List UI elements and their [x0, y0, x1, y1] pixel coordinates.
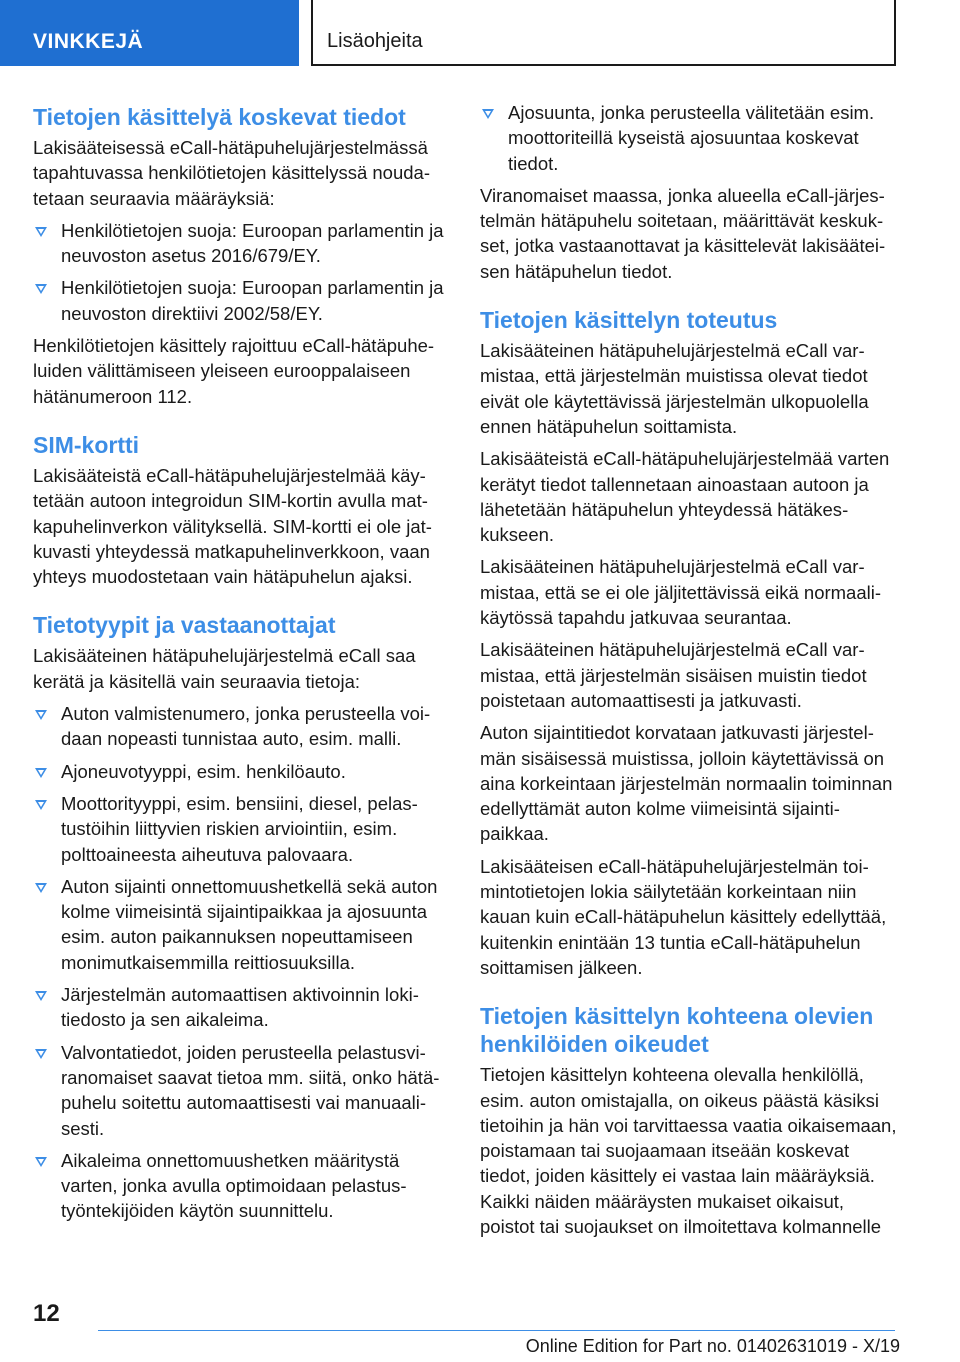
paragraph: Lakisääteisessä eCall-hätäpuhelujärjestelmässä tapahtuvassa henkilötietojen käsittelyssä noudatetaan seuraavia määräyksiä: [33, 137, 430, 209]
left-column [33, 100, 451, 1231]
paragraph: Lakisääteistä eCall-hätäpuhelujärjestelmää varten kerätyt tiedot tallennetaan ainoastaan autoon ja lähetetään hätäpuhelun yhteydessä hätäkeskukseen. [480, 448, 890, 546]
list-item: Ajosuunta, jonka perusteella välitetään esim. moottoriteillä kyseistä ajosuuntaa koskevat tiedot. [480, 100, 898, 176]
triangle-bullet-icon [35, 284, 47, 294]
paragraph: Lakisääteinen hätäpuhelujärjestelmä eCall saa kerätä ja käsitellä vain seuraavia tietoja: [33, 645, 416, 692]
heading-data-processing-info: Tietojen käsittelyä koskevat tiedot [33, 104, 406, 130]
page-number: 12 [33, 1300, 60, 1327]
data-types-list [33, 701, 451, 1224]
list-item: Aikaleima onnettomuushetken määritystä varten, jonka avulla optimoidaan pelastustyöntekijöiden käytön suunnittelu. [33, 1148, 451, 1224]
chapter-tab: VINKKEJÄ [0, 0, 299, 66]
triangle-bullet-icon [35, 768, 47, 778]
triangle-bullet-icon [35, 800, 47, 810]
triangle-bullet-icon [35, 991, 47, 1001]
paragraph: Henkilötietojen käsittely rajoittuu eCall-hätäpuheluiden välittämiseen yleiseen eurooppalaiseen hätänumeroon 112. [33, 335, 435, 407]
paragraph: Lakisääteinen hätäpuhelujärjestelmä eCall varmistaa, että järjestelmän muistissa olevat tiedot eivät ole käytettävissä järjestelmän ulkopuolella ennen hätäpuhelun soittamista. [480, 340, 869, 437]
paragraph: Auton sijaintitiedot korvataan jatkuvasti järjestelmän sisäisessä muistissa, jolloin käytettävissä on aina korkeintaan järjestelmän normaalin toiminnan edellyttämät auton kolme viimeisintä sijaintipaikkaa. [480, 722, 893, 845]
regulation-list [33, 218, 451, 326]
list-item: Henkilötietojen suoja: Euroopan parlamentin ja neuvoston asetus 2016/679/EY. [33, 218, 451, 269]
paragraph: Lakisääteinen hätäpuhelujärjestelmä eCall varmistaa, että se ei ole jäljitettävissä eikä normaalikäytössä tapahdu jatkuvaa seurantaa. [480, 556, 882, 629]
paragraph: Tietojen käsittelyn kohteena olevalla henkilöllä, esim. auton omistajalla, on oikeus päästä käsiksi tietoihin ja hän voi tarvittaessa vaatia oikaisemaan, poistamaan tai suojaamaan itseään koskevat tiedot, joiden käsittely ei vastaa lain määräyksiä. Kaikki näiden määräysten mukaiset oikaisut, poistot tai suojaukset on ilmoitettava kolmannelle [480, 1064, 897, 1237]
triangle-bullet-icon [482, 109, 494, 119]
list-item: Auton sijainti onnettomuushetkellä sekä auton kolme viimeisintä sijaintipaikkaa ja ajosuunta esim. auton paikannuksen nopeuttamiseen monimutkaisemmilla reittiosuuksilla. [33, 874, 451, 975]
edition-info: Online Edition for Part no. 01402631019 - X/19 [525, 1336, 900, 1356]
triangle-bullet-icon [35, 227, 47, 237]
paragraph: Viranomaiset maassa, jonka alueella eCall-järjestelmän hätäpuhelu soitetaan, määrittävät keskukset, jotka vastaanottavat ja käsittelevät lakisääteisen hätäpuhelun tiedot. [480, 184, 886, 282]
triangle-bullet-icon [35, 710, 47, 720]
list-item: Moottorityyppi, esim. bensiini, diesel, pelastustöihin liittyvien riskien arviointiin, esim. polttoaineesta aiheutuva palovaara. [33, 791, 451, 867]
triangle-bullet-icon [35, 883, 47, 893]
paragraph: Lakisääteistä eCall-hätäpuhelujärjestelmää käytetään autoon integroidun SIM-kortin avulla matkapuhelinverkon välityksellä. SIM-kortti ei ole jatkuvasti yhteydessä matkapuhelinverkkoon, vaan yhteys muodostetaan vain hätäpuhelun ajaksi. [33, 464, 432, 588]
heading-sim-card: SIM-kortti [33, 431, 140, 458]
triangle-bullet-icon [35, 1049, 47, 1059]
list-item: Ajoneuvotyyppi, esim. henkilöauto. [33, 759, 451, 784]
list-item: Valvontatiedot, joiden perusteella pelastusviranomaiset saavat tietoa mm. siitä, onko hätäpuhelu soitettu automaattisesti vai manuaalisesti. [33, 1040, 451, 1141]
heading-data-subject-rights: Tietojen käsittelyn kohteena olevien henkilöiden oikeudet [480, 1003, 874, 1058]
heading-processing-implementation: Tietojen käsittelyn toteutus [480, 307, 778, 334]
section-title: Lisäohjeita [311, 0, 896, 66]
data-types-list-continued [480, 100, 898, 176]
heading-data-types: Tietotyypit ja vastaanottajat [33, 612, 336, 639]
triangle-bullet-icon [35, 1157, 47, 1167]
paragraph: Lakisääteinen hätäpuhelujärjestelmä eCall varmistaa, että järjestelmän sisäisen muistin tiedot poistetaan automaattisesti ja jatkuvasti. [480, 639, 867, 711]
paragraph: Lakisääteisen eCall-hätäpuhelujärjestelmän toimintotietojen lokia säilytetään korkeintaan niin kauan kuin eCall-hätäpuhelun käsittely edellyttää, kuitenkin enintään 13 tuntia eCall-hätäpuhelun soittamisen jälkeen. [480, 855, 887, 978]
list-item: Auton valmistenumero, jonka perusteella voidaan nopeasti tunnistaa auto, esim. malli. [33, 701, 451, 752]
footer-divider [98, 1330, 895, 1331]
list-item: Järjestelmän automaattisen aktivoinnin lokitiedosto ja sen aikaleima. [33, 982, 451, 1033]
right-column [480, 100, 898, 1246]
list-item: Henkilötietojen suoja: Euroopan parlamentin ja neuvoston direktiivi 2002/58/EY. [33, 275, 451, 326]
